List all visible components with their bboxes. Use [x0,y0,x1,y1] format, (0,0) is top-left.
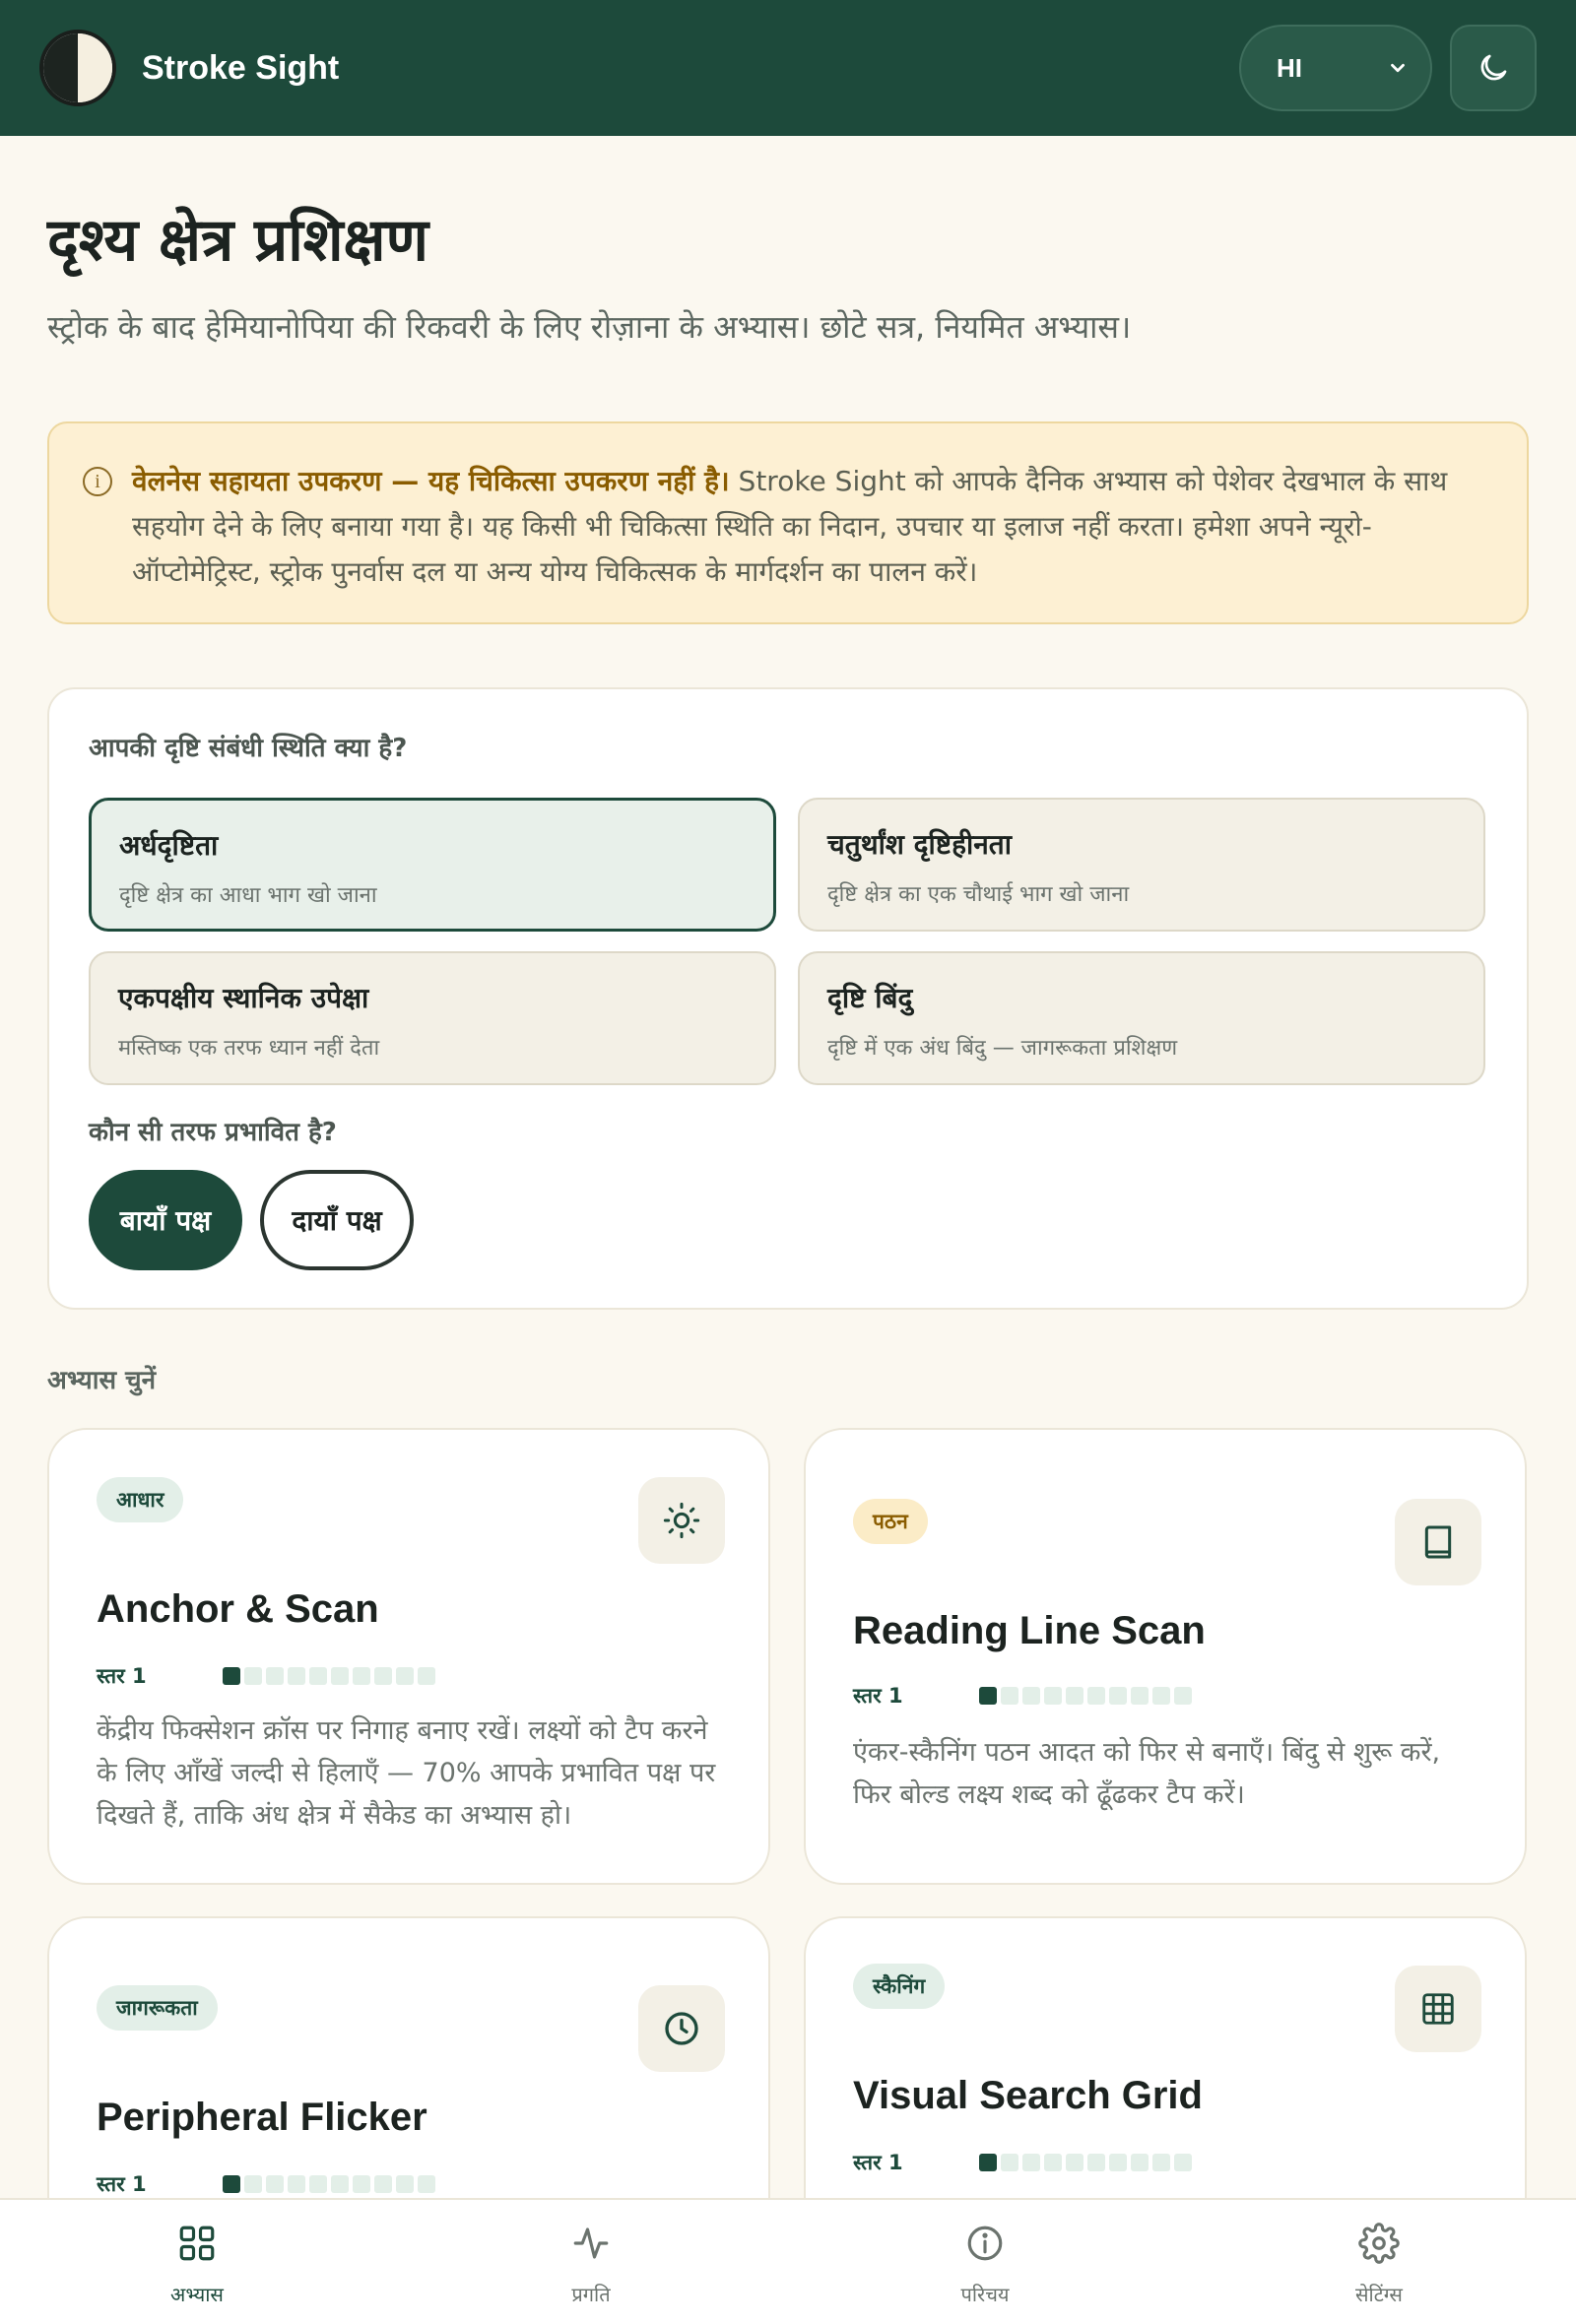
right-side-button[interactable]: दायाँ पक्ष [260,1170,414,1270]
level-dot [374,1667,392,1685]
level-dot [1174,1687,1192,1705]
moon-icon [1476,50,1511,86]
book-icon [1395,1499,1481,1585]
level-dot [1087,1687,1105,1705]
level-dot [244,1667,262,1685]
level-dot [374,2175,392,2193]
level-dot [1022,1687,1040,1705]
level-row [97,2170,435,2198]
level-dot [1044,1687,1062,1705]
condition-option-neglect[interactable] [89,951,776,1085]
left-side-button[interactable]: बायाँ पक्ष [89,1170,242,1270]
chevron-down-icon [1387,57,1409,79]
level-dot [244,2175,262,2193]
nav-label: सेटिंग्स [1355,2283,1403,2306]
app-logo [39,30,116,106]
wellness-notice [47,421,1529,624]
option-desc: दृष्टि क्षेत्र का आधा भाग खो जाना [119,883,377,908]
level-dots [223,2175,435,2193]
nav-label: परिचय [960,2283,1010,2306]
level-dot [288,1667,305,1685]
nav-label: अभ्यास [170,2283,224,2306]
level-dot [266,1667,284,1685]
level-dot [1109,2154,1127,2171]
nav-item-settings[interactable] [1280,2218,1478,2307]
level-dots [979,2154,1192,2171]
notice-body-text: Stroke Sight को आपके दैनिक अभ्यास को पेशेवर देखभाल के साथ सहयोग देने के लिए बनाया गया है। यह किसी भी चिकित्सा स्थिति का निदान, उपचार या इलाज नहीं करता। हमेशा अपने न्यूरो-ऑप्टोमेट्रिस्ट, स्ट्रोक पुनर्वास दल या अन्य योग्य चिकित्सक के मार्गदर्शन का पालन करें। [132,465,1448,588]
level-row [853,1682,1192,1710]
level-dot [1066,2154,1084,2171]
condition-question: आपकी दृष्टि संबंधी स्थिति क्या है? [89,734,408,763]
level-dot [1044,2154,1062,2171]
language-value: HI [1277,52,1302,83]
option-title: दृष्टि बिंदु [827,982,913,1014]
notice-strong-text: वेलनेस सहायता उपकरण — यह चिकित्सा उपकरण नहीं है। [132,465,730,497]
app-header [0,0,1576,136]
gear-icon [1280,2218,1478,2269]
side-question: कौन सी तरफ प्रभावित है? [89,1118,337,1147]
option-title: एकपक्षीय स्थानिक उपेक्षा [118,982,369,1014]
level-dot [1087,2154,1105,2171]
level-dot [1174,2154,1192,2171]
bottom-nav [0,2198,1576,2324]
level-dot [353,1667,370,1685]
exercise-card-reading-line-scan[interactable] [804,1428,1527,1885]
level-dot [331,1667,349,1685]
condition-card [47,687,1529,1310]
theme-toggle-button[interactable] [1450,25,1537,111]
level-row [853,2149,1192,2176]
option-desc: दृष्टि में एक अंध बिंदु — जागरूकता प्रशिक्षण [827,1036,1178,1061]
exercise-tag: स्कैनिंग [853,1964,945,2009]
level-dot [1022,2154,1040,2171]
option-desc: मस्तिष्क एक तरफ ध्यान नहीं देता [118,1036,380,1061]
level-dots [223,1667,435,1685]
nav-item-exercises[interactable] [98,2218,296,2307]
level-dot [418,1667,435,1685]
level-dot [396,2175,414,2193]
nav-item-about[interactable] [886,2218,1084,2307]
level-dot [1152,2154,1170,2171]
level-dot [309,2175,327,2193]
level-label: स्तर 1 [853,1684,903,1708]
info-icon: i [83,467,112,496]
option-title: चतुर्थांश दृष्टिहीनता [827,828,1013,861]
level-dot [1152,1687,1170,1705]
level-dot [396,1667,414,1685]
language-select[interactable] [1239,25,1432,111]
level-dot [223,2175,240,2193]
exercise-tag: आधार [97,1477,183,1522]
exercises-heading: अभ्यास चुनें [47,1366,157,1395]
activity-icon [492,2218,690,2269]
sun-icon [638,1477,725,1564]
level-dot [1001,1687,1018,1705]
exercise-tag: जागरूकता [97,1985,218,2031]
level-row [97,1662,435,1690]
exercise-title: Reading Line Scan [853,1609,1206,1652]
level-dot [353,2175,370,2193]
exercise-title: Peripheral Flicker [97,2096,427,2139]
exercise-title: Anchor & Scan [97,1587,379,1631]
exercise-title: Visual Search Grid [853,2074,1203,2117]
level-dot [979,2154,997,2171]
clock-icon [638,1985,725,2072]
level-label: स्तर 1 [853,2151,903,2174]
exercise-card-anchor-scan[interactable] [47,1428,770,1885]
level-dot [309,1667,327,1685]
level-dot [1131,2154,1149,2171]
nav-label: प्रगति [571,2283,611,2306]
exercise-desc: एंकर-स्कैनिंग पठन आदत को फिर से बनाएँ। बिंदु से शुरू करें, फिर बोल्ड लक्ष्य शब्द को ढूँढकर टैप करें। [853,1737,1441,1810]
level-label: स्तर 1 [97,1664,147,1688]
exercise-desc: केंद्रीय फिक्सेशन क्रॉस पर निगाह बनाए रखें। लक्ष्यों को टैप करने के लिए आँखें जल्दी से हिलाएँ — 70% आपके प्रभावित पक्ष पर दिखते हैं, ताकि अंध क्षेत्र में सैकेड का अभ्यास हो। [97,1715,716,1831]
level-dot [288,2175,305,2193]
level-dot [1066,1687,1084,1705]
option-desc: दृष्टि क्षेत्र का एक चौथाई भाग खो जाना [827,882,1130,907]
level-label: स्तर 1 [97,2172,147,2196]
exercise-tag: पठन [853,1499,928,1544]
condition-option-quadrantanopia[interactable] [798,798,1485,932]
condition-option-scotoma[interactable] [798,951,1485,1085]
nav-item-progress[interactable] [492,2218,690,2307]
level-dot [979,1687,997,1705]
info-icon [886,2218,1084,2269]
apps-grid-icon [98,2218,296,2269]
level-dots [979,1687,1192,1705]
level-dot [418,2175,435,2193]
level-dot [266,2175,284,2193]
level-dot [1109,1687,1127,1705]
level-dot [1131,1687,1149,1705]
grid-icon [1395,1966,1481,2052]
level-dot [223,1667,240,1685]
level-dot [331,2175,349,2193]
page-subtitle: स्ट्रोक के बाद हेमियानोपिया की रिकवरी के लिए रोज़ाना के अभ्यास। छोटे सत्र, नियमित अभ्यास। [47,308,1132,346]
page-title: दृश्य क्षेत्र प्रशिक्षण [47,206,428,275]
condition-option-hemianopia[interactable] [89,798,776,932]
app-title: Stroke Sight [142,48,340,87]
option-title: अर्धदृष्टिता [119,829,219,862]
level-dot [1001,2154,1018,2171]
